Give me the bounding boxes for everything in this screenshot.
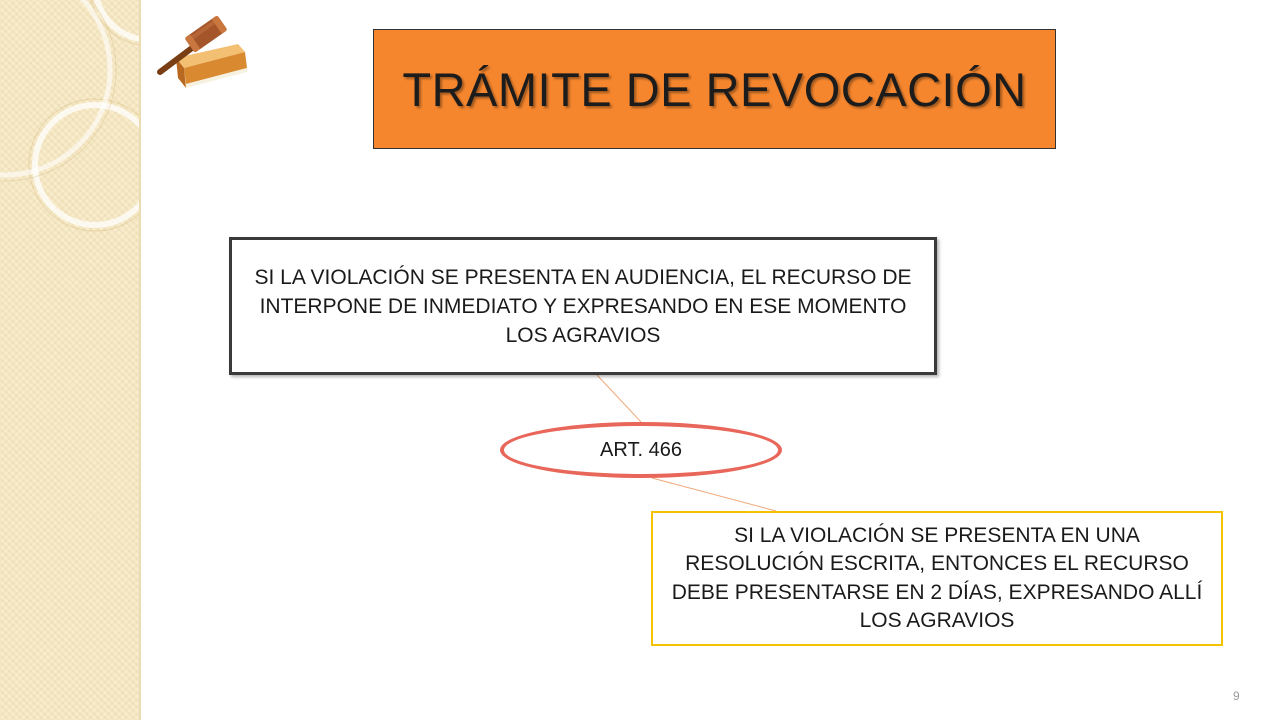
page-number: 9 xyxy=(1233,689,1240,703)
connector-audiencia-article xyxy=(597,375,641,422)
article-ellipse xyxy=(500,422,782,478)
box-audiencia-line-3: LOS AGRAVIOS xyxy=(505,323,661,347)
title-box xyxy=(373,29,1056,149)
box-audiencia-line-2: INTERPONE DE INMEDIATO Y EXPRESANDO EN ESE MOMENTO xyxy=(259,294,907,318)
rings-decoration xyxy=(0,0,139,720)
box-audiencia xyxy=(229,237,937,375)
box-audiencia-line-1: SI LA VIOLACIÓN SE PRESENTA EN AUDIENCIA, EL RECURSO DE xyxy=(254,265,912,289)
box-resolucion-line-3: DEBE PRESENTARSE EN 2 DÍAS, EXPRESANDO ALLÍ xyxy=(671,580,1203,604)
box-resolucion xyxy=(651,511,1223,646)
box-resolucion-line-1: SI LA VIOLACIÓN SE PRESENTA EN UNA xyxy=(734,523,1140,547)
connector-article-resolucion xyxy=(652,478,776,511)
slide-title: TRÁMITE DE REVOCACIÓN xyxy=(402,62,1027,116)
sidebar-decoration xyxy=(0,0,141,720)
gavel-book-icon xyxy=(148,8,248,90)
article-label: ART. 466 xyxy=(600,438,682,461)
box-resolucion-line-4: LOS AGRAVIOS xyxy=(859,609,1015,632)
box-resolucion-line-2: RESOLUCIÓN ESCRITA, ENTONCES EL RECURSO xyxy=(685,552,1189,575)
